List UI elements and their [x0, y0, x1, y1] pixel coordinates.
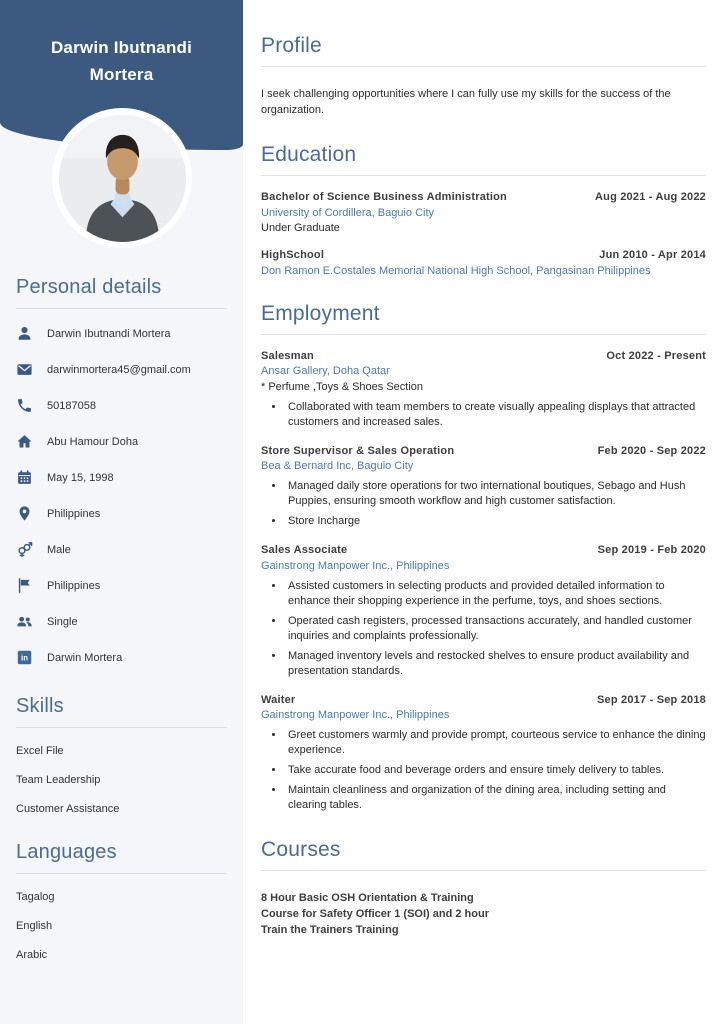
date-range: Feb 2020 - Sep 2022: [597, 444, 706, 457]
school-name: Don Ramon E.Costales Memorial National High School, Pangasinan Philippines: [261, 264, 651, 277]
job-bullet: • Take accurate food and beverage orders and ensure timely delivery to tables.: [285, 763, 706, 778]
profile-photo: [52, 108, 192, 248]
skill-item: Team Leadership: [16, 774, 101, 786]
divider: [261, 870, 706, 871]
job-bullet: • Operated cash registers, processed transactions accurately, and handled customer inquiries and complaints professionally.: [285, 614, 706, 644]
job-bullet-list: [285, 479, 706, 529]
personal-detail-row: [16, 394, 227, 417]
job-bullet-list: [285, 728, 706, 813]
languages-list: [16, 891, 227, 961]
date-range: Oct 2022 - Present: [606, 349, 706, 362]
calendar-icon: [16, 469, 33, 486]
job-bullet-list: [285, 400, 706, 430]
section-title-languages: Languages: [16, 841, 117, 863]
personal-detail-value: May 15, 1998: [47, 471, 114, 484]
skill-item: Excel File: [16, 745, 64, 757]
section-title-profile: Profile: [261, 34, 322, 57]
company-name: Gainstrong Manpower Inc., Philippines: [261, 709, 450, 721]
profile-section: [261, 34, 706, 118]
people-icon: [16, 613, 33, 630]
job-bullet-list: [285, 579, 706, 679]
personal-detail-value: Single: [47, 615, 78, 628]
job-note: * Perfume ,Toys & Shoes Section: [261, 380, 424, 393]
employment-section: [261, 302, 706, 814]
personal-detail-value: Darwin Mortera: [47, 651, 123, 664]
skills-list: [16, 745, 227, 815]
personal-detail-row: [16, 430, 227, 453]
education-section: [261, 143, 706, 277]
divider: [261, 334, 706, 335]
degree-title: HighSchool: [261, 249, 325, 261]
company-name: Bea & Bernard Inc, Baguio City: [261, 460, 414, 472]
degree-title: Bachelor of Science Business Administration: [261, 191, 507, 203]
personal-detail-value: Abu Hamour Doha: [47, 435, 139, 448]
personal-detail-row: [16, 646, 227, 669]
sidebar-body: [0, 276, 243, 961]
job-entry: [261, 544, 706, 679]
date-range: Sep 2019 - Feb 2020: [597, 544, 706, 556]
divider: [261, 175, 706, 176]
personal-detail-row: [16, 358, 227, 381]
date-range: Jun 2010 - Apr 2014: [599, 249, 706, 261]
personal-detail-row: [16, 574, 227, 597]
date-range: Aug 2021 - Aug 2022: [595, 191, 706, 203]
personal-detail-value: darwinmortera45@gmail.com: [47, 363, 191, 376]
job-bullet: • Assisted customers in selecting products and provided detailed information to enhance their shopping experience in the perfume, toys, and shoes sections.: [285, 579, 706, 609]
personal-detail-row: [16, 466, 227, 489]
linkedin-icon: [16, 649, 33, 666]
school-name: University of Cordillera, Baguio City: [261, 206, 435, 219]
job-entry: [261, 350, 706, 430]
section-title-personal-details: Personal details: [16, 276, 162, 298]
email-icon: [16, 361, 33, 378]
phone-icon: [16, 397, 33, 414]
personal-detail-value: Philippines: [47, 507, 101, 520]
flag-icon: [16, 577, 33, 594]
personal-detail-row: [16, 502, 227, 525]
divider: [16, 727, 227, 728]
course-item: Train the Trainers Training: [261, 924, 399, 936]
job-entry: [261, 445, 706, 530]
main-content: [243, 0, 724, 1024]
degree-note: Under Graduate: [261, 222, 340, 234]
home-icon: [16, 433, 33, 450]
section-title-employment: Employment: [261, 301, 380, 325]
personal-detail-value: Male: [47, 543, 71, 556]
date-range: Sep 2017 - Sep 2018: [597, 693, 706, 706]
education-entry: [261, 249, 706, 277]
personal-detail-row: [16, 610, 227, 633]
course-item: 8 Hour Basic OSH Orientation & Training: [261, 892, 474, 904]
divider: [16, 308, 227, 309]
personal-detail-value: Philippines: [47, 579, 101, 592]
courses-section: [261, 838, 706, 938]
skill-item: Customer Assistance: [16, 803, 120, 815]
avatar-illustration: [59, 115, 186, 242]
job-bullet: • Collaborated with team members to create visually appealing displays that attracted customers and increased sales.: [285, 400, 706, 430]
job-title: Store Supervisor & Sales Operation: [261, 444, 455, 457]
job-entry: [261, 694, 706, 814]
job-title: Sales Associate: [261, 544, 348, 556]
candidate-name: Darwin Ibutnandi Mortera: [50, 38, 193, 84]
company-name: Ansar Gallery, Doha Qatar: [261, 365, 390, 377]
section-title-courses: Courses: [261, 838, 341, 861]
job-bullet: • Greet customers warmly and provide prompt, courteous service to enhance the dining experience.: [285, 728, 706, 758]
personal-detail-row: [16, 322, 227, 345]
language-item: English: [16, 920, 53, 932]
divider: [16, 873, 227, 874]
section-title-education: Education: [261, 143, 357, 166]
language-item: Tagalog: [16, 891, 55, 903]
divider: [261, 66, 706, 67]
profile-text: I seek challenging opportunities where I can fully use my skills for the success of the organization.: [261, 88, 671, 116]
personal-detail-value: 50187058: [47, 399, 96, 412]
personal-detail-value: Darwin Ibutnandi Mortera: [47, 327, 171, 340]
course-item: Course for Safety Officer 1 (SOI) and 2 hour: [261, 908, 489, 920]
profile-photo-image: [59, 115, 186, 242]
job-title: Salesman: [261, 349, 314, 362]
courses-list: [261, 890, 706, 938]
job-bullet: • Managed inventory levels and restocked shelves to ensure product availability and presentation standards.: [285, 649, 706, 679]
user-icon: [16, 325, 33, 342]
sidebar: [0, 0, 243, 1024]
section-title-skills: Skills: [16, 695, 64, 717]
language-item: Arabic: [16, 949, 48, 961]
svg-text:in: in: [21, 653, 28, 663]
education-entry: [261, 191, 706, 234]
gender-icon: [16, 541, 33, 558]
job-title: Waiter: [261, 693, 296, 706]
job-bullet: • Managed daily store operations for two international boutiques, Sebago and Hush Puppies, ensuring smooth workflow and high customer satisfaction.: [285, 479, 706, 509]
personal-detail-row: [16, 538, 227, 561]
job-bullet: • Store Incharge: [285, 514, 706, 529]
company-name: Gainstrong Manpower Inc., Philippines: [261, 559, 450, 572]
job-bullet: • Maintain cleanliness and organization of the dining area, including setting and clearing tables.: [285, 783, 706, 813]
location-pin-icon: [16, 505, 33, 522]
